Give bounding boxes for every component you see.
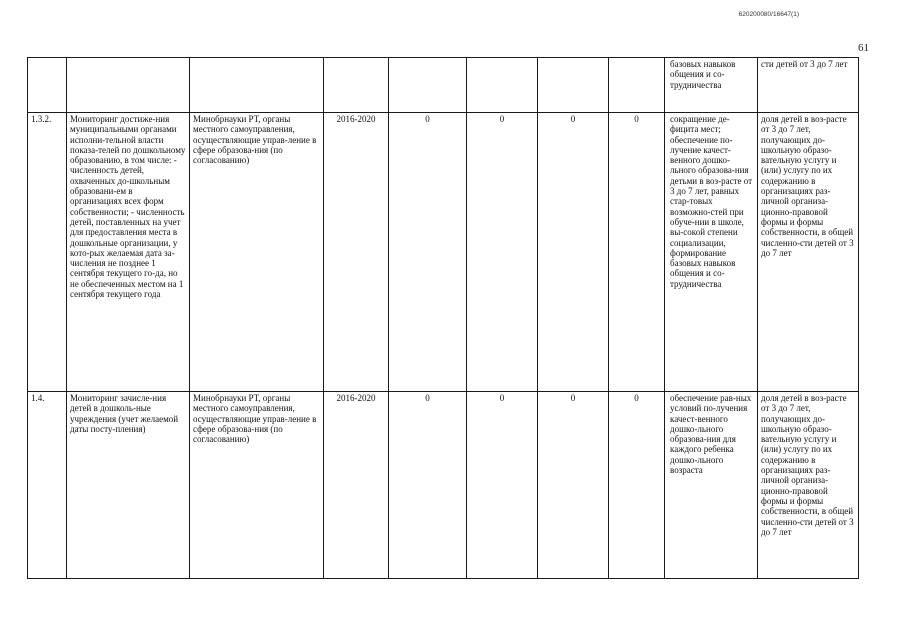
cell-value-4 (609, 58, 665, 113)
cell-result: сокращение де-фицита мест; обеспечение по-лучение качест-венного дошко-льного образова-ния детьми в воз-расте от 3 до 7 лет, равных стар-товых возможно-стей при обучe-нии в школе, вы-сокой степени социализации, формирование базовых навыков общения и со-трудничества (665, 113, 758, 392)
table-row (28, 392, 859, 579)
cell-value-3: 0 (538, 113, 609, 392)
page-number: 61 (858, 42, 869, 54)
cell-value-3: 0 (538, 392, 609, 579)
cell-activity: Мониторинг достиже-ния муниципальными органами исполни-тельной власти показа-телей по дошкольному образованию, в том числе: - численность детей, охваченных до-школьным образовани-ем в организациях всех форм собственности; - численность детей, поставленных на учет для предоставления места в дошкольные организации, у кото-рых желаемая дата за-числения не позднее 1 сентября текущего го-да, но не обеспеченных местом на 1 сентября текущего года (67, 113, 190, 392)
cell-value-2: 0 (467, 392, 538, 579)
cell-executor: Минобрнауки РТ, органы местного самоуправления, осуществляющие управ-ление в сфере образова-ния (по согласованию) (190, 392, 324, 579)
cell-number: 1.3.2. (28, 113, 67, 392)
cell-period (324, 58, 389, 113)
cell-result: обеспечение рав-ных условий по-лучения качест-венного дошко-льного образова-ния для каждого ребенка дошко-льного возраста (665, 392, 758, 579)
cell-value-1 (389, 58, 467, 113)
program-table (27, 57, 859, 579)
cell-number: 1.4. (28, 392, 67, 579)
cell-executor (190, 58, 324, 113)
cell-activity (67, 58, 190, 113)
cell-value-4: 0 (609, 113, 665, 392)
table-row (28, 58, 859, 113)
cell-activity: Мониторинг зачисле-ния детей в дошколь-ные учреждения (учет желаемой даты посту-пления) (67, 392, 190, 579)
cell-executor: Минобрнауки РТ, органы местного самоуправления, осуществляющие управ-ление в сфере образова-ния (по согласованию) (190, 113, 324, 392)
cell-period: 2016-2020 (324, 113, 389, 392)
cell-indicator: доля детей в воз-расте от 3 до 7 лет, получающих до-школьную образо-вательную услугу и (или) услугу по их содержанию в организациях раз-личной организа-ционно-правовой формы и формы собственности, в общей численно-сти детей от 3 до 7 лет (758, 113, 859, 392)
cell-result: базовых навыков общения и со-трудничества (665, 58, 758, 113)
cell-indicator: сти детей от 3 до 7 лет (758, 58, 859, 113)
cell-period: 2016-2020 (324, 392, 389, 579)
cell-value-2 (467, 58, 538, 113)
cell-value-2: 0 (467, 113, 538, 392)
cell-value-1: 0 (389, 392, 467, 579)
cell-indicator: доля детей в воз-расте от 3 до 7 лет, получающих до-школьную образо-вательную услугу и (или) услугу по их содержанию в организациях раз-личной организа-ционно-правовой формы и формы собственности, в общей численно-сти детей от 3 до 7 лет (758, 392, 859, 579)
cell-value-4: 0 (609, 392, 665, 579)
cell-number (28, 58, 67, 113)
cell-value-3 (538, 58, 609, 113)
table-row (28, 113, 859, 392)
cell-value-1: 0 (389, 113, 467, 392)
document-id: 620200080/16647(1) (738, 11, 799, 18)
